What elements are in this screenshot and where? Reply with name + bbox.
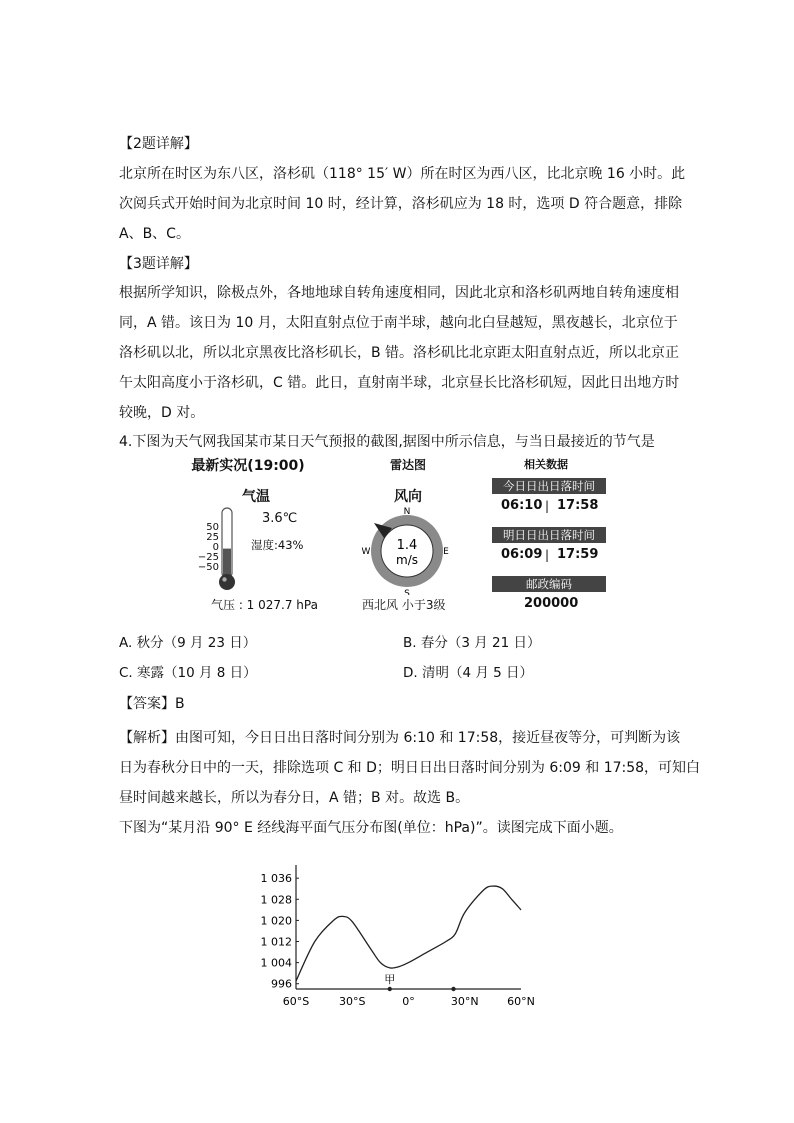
analysis-line bbox=[119, 728, 680, 748]
option-a: A. 秋分（9 月 23 日） bbox=[119, 635, 257, 651]
q2-line: A、B、C。 bbox=[119, 226, 190, 242]
temperature-label: 气温 bbox=[242, 489, 270, 505]
pressure-chart bbox=[255, 855, 550, 1010]
tomorrow-sunset: 17:59 bbox=[557, 547, 599, 562]
tomorrow-sun-label: 明日日出日落时间 bbox=[492, 527, 606, 543]
postal-label: 邮政编码 bbox=[492, 576, 606, 592]
x-tick-label: 30°S bbox=[339, 995, 366, 1008]
analysis-line: 昼时间越来越长，所以为春分日，A 错；B 对。故选 B。 bbox=[119, 790, 470, 806]
weather-title: 最新实况(19:00) bbox=[191, 458, 305, 474]
answer-line bbox=[119, 694, 185, 714]
wind-caption: 西北风 小于3级 bbox=[362, 598, 446, 612]
radar-title: 雷达图 bbox=[390, 458, 427, 472]
x-tick-label: 60°S bbox=[282, 995, 310, 1008]
y-tick-label: 1 020 bbox=[260, 914, 292, 928]
option-d: D. 清明（4 月 5 日） bbox=[403, 665, 534, 681]
q3-heading: 【3题详解】 bbox=[119, 256, 198, 272]
y-tick-label: 1 004 bbox=[260, 956, 292, 970]
wind-unit: m/s bbox=[396, 553, 418, 567]
y-tick-label: 996 bbox=[271, 977, 292, 991]
y-tick-label: 1 012 bbox=[260, 935, 292, 949]
thermo-tick-label: 0 bbox=[212, 542, 219, 553]
axis-point-marker bbox=[388, 987, 392, 991]
wind-label: 风向 bbox=[394, 489, 422, 505]
analysis-text: 由图可知，今日日出日落时间分别为 6:10 和 17:58，接近昼夜等分，可判断为该 bbox=[175, 730, 681, 746]
tomorrow-sunrise: 06:09 bbox=[501, 547, 543, 562]
wind-speed: 1.4 bbox=[396, 538, 418, 553]
thermometer-icon bbox=[195, 500, 245, 595]
related-title: 相关数据 bbox=[524, 458, 568, 471]
answer-tag: 【答案】 bbox=[119, 696, 175, 712]
separator: | bbox=[545, 548, 550, 562]
q4-stem: 4.下图为天气网我国某市某日天气预报的截图,据图中所示信息，与当日最接近的节气是 bbox=[119, 434, 655, 450]
pressure: 气压 : 1 027.7 hPa bbox=[211, 598, 318, 612]
separator: | bbox=[545, 499, 550, 513]
thermo-tick-label: 25 bbox=[206, 532, 219, 543]
marker-jia: 甲 bbox=[384, 973, 396, 986]
wind-compass bbox=[352, 503, 464, 595]
humidity: 湿度:43% bbox=[251, 538, 304, 552]
q3-line: 根据所学知识，除极点外，各地地球自转角速度相同，因此北京和洛杉矶两地自转角速度相 bbox=[119, 285, 679, 301]
today-sunset: 17:58 bbox=[557, 498, 599, 513]
q3-line: 午太阳高度小于洛杉矶，C 错。此日，直射南半球，北京昼长比洛杉矶短，因此日出地方时 bbox=[119, 375, 680, 391]
analysis-line: 日为春秋分日中的一天，排除选项 C 和 D；明日日出日落时间分别为 6:09 和 17:58，可知白 bbox=[119, 760, 701, 776]
q3-line: 同，A 错。该日为 10 月，太阳直射点位于南半球，越向北白昼越短，黑夜越长，北京位于 bbox=[119, 315, 678, 331]
y-tick-label: 1 036 bbox=[260, 872, 292, 886]
compass-n: N bbox=[403, 507, 411, 517]
pressure-curve bbox=[296, 886, 521, 981]
x-tick-label: 0° bbox=[402, 995, 415, 1008]
q3-line: 较晚，D 对。 bbox=[119, 405, 205, 421]
compass-s: S bbox=[404, 589, 410, 595]
y-tick-label: 1 028 bbox=[260, 893, 292, 907]
option-b: B. 春分（3 月 21 日） bbox=[403, 635, 541, 651]
answer: B bbox=[175, 696, 185, 712]
today-sun-label: 今日日出日落时间 bbox=[492, 478, 606, 494]
thermo-tick-label: −50 bbox=[197, 562, 219, 573]
q2-heading: 【2题详解】 bbox=[119, 136, 198, 152]
today-sunrise: 06:10 bbox=[501, 498, 543, 513]
thermo-tick-label: 50 bbox=[206, 522, 219, 533]
temperature-value: 3.6℃ bbox=[262, 511, 298, 526]
thermo-tick-label: −25 bbox=[197, 552, 219, 563]
x-tick-label: 30°N bbox=[450, 995, 479, 1008]
q3-line: 洛杉矶以北，所以北京黑夜比洛杉矶长，B 错。洛杉矶比北京距太阳直射点近，所以北京正 bbox=[119, 345, 680, 361]
axis-point-marker bbox=[451, 987, 455, 991]
compass-w: W bbox=[361, 547, 371, 557]
postal-code: 200000 bbox=[524, 596, 579, 611]
compass-e: E bbox=[443, 547, 449, 557]
analysis-tag: 【解析】 bbox=[119, 730, 175, 746]
chart-intro: 下图为“某月沿 90° E 经线海平面气压分布图(单位：hPa)”。读图完成下面小题。 bbox=[119, 820, 623, 836]
q2-line: 北京所在时区为东八区，洛杉矶（118° 15′ W）所在时区为西八区，比北京晚 16 小时。此 bbox=[119, 166, 686, 182]
q2-line: 次阅兵式开始时间为北京时间 10 时，经计算，洛杉矶应为 18 时，选项 D 符合题意，排除 bbox=[119, 196, 683, 212]
x-tick-label: 60°N bbox=[507, 995, 535, 1008]
option-c: C. 寒露（10 月 8 日） bbox=[119, 665, 257, 681]
